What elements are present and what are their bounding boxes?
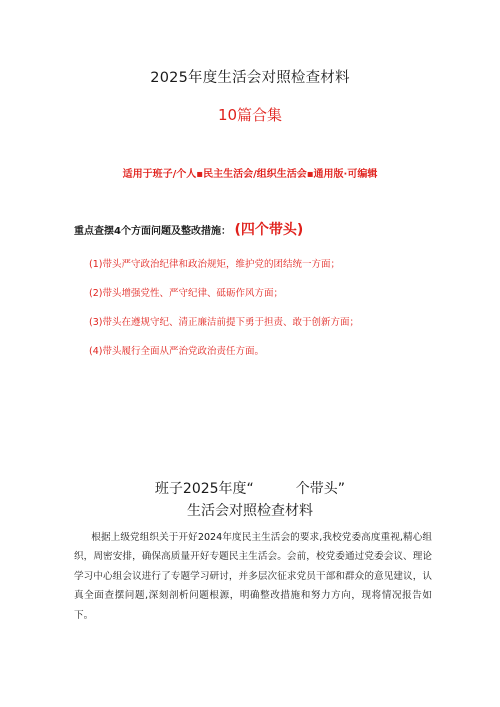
focus-tag: (四个带头) <box>234 222 304 238</box>
focus-label: 重点查摆4个方面问题及整改措施： <box>74 226 231 237</box>
section-title-line1: 班子2025年度“ 个带头” <box>154 481 346 497</box>
focus-point: (2)带头增强党性、严守纪律、砥砺作风方面； <box>89 288 283 299</box>
section-title-line2: 生活会对照检查材料 <box>187 503 313 519</box>
section-title <box>0 478 500 522</box>
focus-heading <box>74 219 303 239</box>
body-paragraph: 根据上级党组织关于开好2024年度民主生活会的要求,我校党委高度重视,精心组织，周密安排，确保高质量开好专题民主生活会。会前，校党委通过党委会议、理论学习中心组会议进行了专题学习研讨，并多层次征求党员干部和群众的意见建议，认真全面查摆问题,深刻剖析问题根源，明确整改措施和努力方向，现将情况报告如下。 <box>74 532 432 621</box>
scope-note: 适用于班子/个人▪民主生活会/组织生活会▪通用版·可编辑 <box>122 169 378 180</box>
focus-point: (4)带头履行全面从严治党政治责任方面。 <box>89 346 264 357</box>
document-title: 2025年度生活会对照检查材料 <box>150 70 350 86</box>
focus-points-list <box>89 258 359 374</box>
focus-point: (3)带头在遵规守纪、清正廉洁前提下勇于担责、敢于创新方面； <box>89 317 359 328</box>
collection-subtitle: 10篇合集 <box>217 106 283 124</box>
focus-point: (1)带头严守政治纪律和政治规矩，维护党的团结统一方面； <box>89 259 340 270</box>
